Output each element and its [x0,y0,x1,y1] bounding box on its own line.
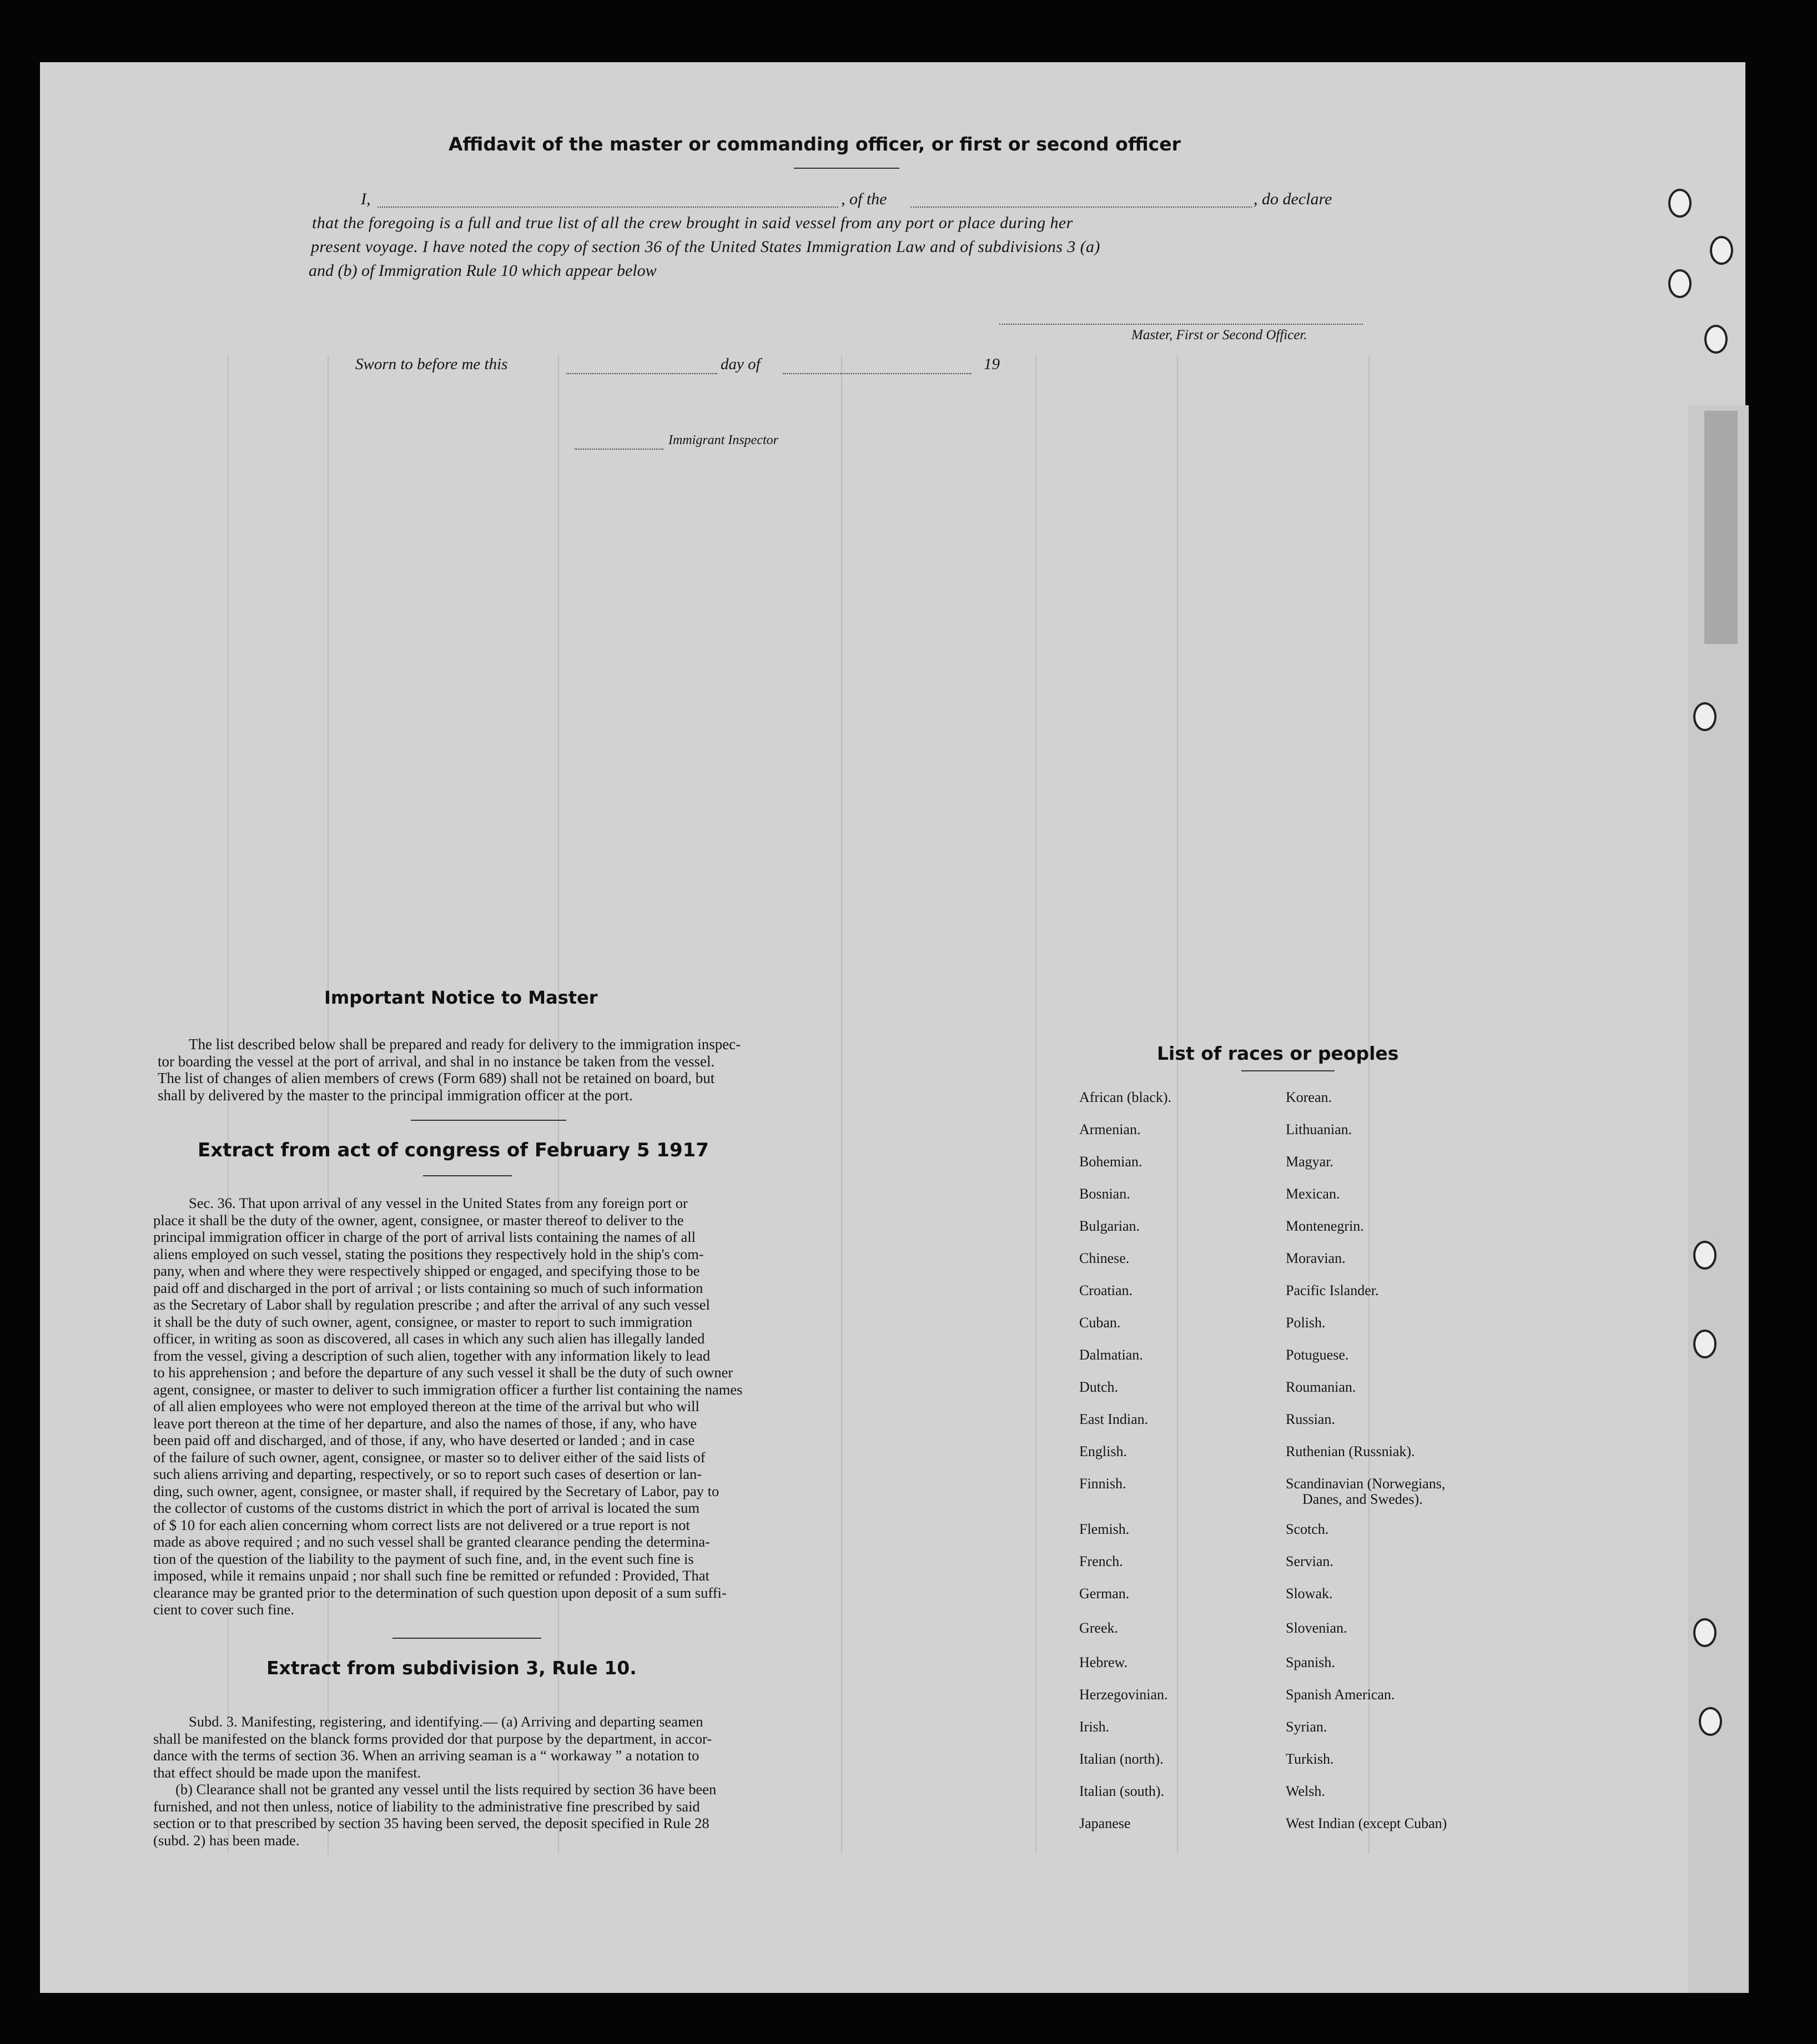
binding-tab [1704,411,1738,644]
act-body [153,1195,782,1618]
act-line: paid off and discharged in the port of arrival ; or lists containing so much of such information [153,1279,703,1296]
race-left: German. [1079,1585,1130,1602]
column-rule [1368,355,1370,1854]
notice-line: The list described below shall be prepared and ready for delivery to the immigration inspec- [189,1036,741,1053]
act-line: principal immigration officer in charge of the port of arrival lists containing the names of all [153,1229,696,1245]
binding-hole [1704,325,1728,354]
divider [1241,1070,1335,1071]
month-blank[interactable] [783,373,972,374]
day-of: day of [721,355,761,373]
affidavit-line: that the foregoing is a full and true list of all the crew brought in said vessel from any port or place during her [312,214,1073,232]
races-title: List of races or peoples [1157,1043,1399,1064]
act-line: officer, in writing as soon as discovered, all cases in which any such alien has illegally landed [153,1330,705,1347]
race-left: Finnish. [1079,1476,1126,1492]
rule-line: that effect should be made upon the manifest. [153,1764,421,1781]
affidavit-of-the: , of the [841,190,887,208]
name-blank[interactable] [378,207,838,208]
act-line: aliens employed on such vessel, stating the positions they respectively hold in the ship's com- [153,1245,704,1262]
race-right: Potuguese. [1286,1347,1349,1363]
affidavit-line: present voyage. I have noted the copy of section 36 of the United States Immigration Law and of subdivisions 3 (a) [311,238,1100,256]
race-left: Hebrew. [1079,1654,1128,1670]
document-page [40,62,1745,1993]
column-rule [1177,355,1178,1854]
race-right: Servian. [1286,1553,1333,1569]
race-right: Lithuanian. [1286,1121,1352,1137]
race-right: West Indian (except Cuban) [1286,1815,1447,1831]
divider [392,1638,541,1639]
rule-line: furnished, and not then unless, notice of liability to the administrative fine prescribed by said [153,1798,700,1815]
rule-title: Extract from subdivision 3, Rule 10. [266,1657,637,1679]
race-left: Cuban. [1079,1315,1121,1331]
race-right: Ruthenian (Russniak). [1286,1443,1415,1459]
race-left: East Indian. [1079,1411,1149,1427]
binding-hole [1710,236,1733,265]
binding-hole [1668,189,1692,218]
act-line: Sec. 36. That upon arrival of any vessel in the United States from any foreign port or [189,1195,688,1211]
race-right: Mexican. [1286,1186,1340,1202]
act-line: pany, when and where they were respectively shipped or engaged, and specifying those to be [153,1262,700,1279]
race-left: Bulgarian. [1079,1218,1140,1234]
race-right: Montenegrin. [1286,1218,1364,1234]
affidavit-declare: , do declare [1254,190,1332,208]
act-line: tion of the question of the liability to the payment of such fine, and, in the event such fine is [153,1550,694,1567]
notice-title: Important Notice to Master [324,987,598,1008]
act-line: imposed, while it remains unpaid ; nor shall such fine be remitted or refunded : Provided, That [153,1567,709,1584]
act-line: from the vessel, giving a description of such alien, together with any information likely to lead [153,1347,711,1364]
race-right: Spanish. [1286,1654,1335,1670]
act-line: clearance may be granted prior to the determination of such question upon deposit of a sum suffi- [153,1584,727,1601]
notice-line: shall by delivered by the master to the principal immigration officer at the port. [158,1086,633,1104]
affidavit-i: I, [361,190,371,208]
race-left: Chinese. [1079,1250,1130,1266]
race-right: Moravian. [1286,1250,1346,1266]
race-left: Armenian. [1079,1121,1141,1137]
notice-line: tor boarding the vessel at the port of arrival, and shal in no instance be taken from the vessel. [158,1053,715,1070]
column-rule [228,355,229,1854]
race-left: Irish. [1079,1719,1110,1735]
race-right: Slowak. [1286,1585,1333,1602]
race-left: French. [1079,1553,1123,1569]
race-left: Italian (south). [1079,1783,1165,1799]
column-rule [1035,355,1036,1854]
affidavit-title: Affidavit of the master or commanding officer, or first or second officer [449,133,1181,155]
sworn-before: Sworn to before me this [355,355,508,373]
rule-line: section or to that prescribed by section 35 having been served, the deposit specified in Rule 28 [153,1815,709,1831]
act-line: as the Secretary of Labor shall by regulation prescribe ; and after the arrival of any such vessel [153,1296,710,1313]
act-line: made as above required ; and no such vessel shall be granted clearance pending the determina- [153,1533,710,1550]
divider [411,1120,566,1121]
race-left: Herzegovinian. [1079,1686,1168,1703]
race-left: Dalmatian. [1079,1347,1143,1363]
race-left: Japanese [1079,1815,1131,1831]
rule-line: (subd. 2) has been made. [153,1831,300,1849]
race-left: English. [1079,1443,1127,1459]
act-line: it shall be the duty of such owner, agent, consignee, or master to report to such immigration [153,1313,693,1330]
race-left: Italian (north). [1079,1751,1164,1767]
act-line: to his apprehension ; and before the departure of any such vessel it shall be the duty of such owner [153,1364,733,1381]
race-left: Croatian. [1079,1282,1133,1298]
race-right: Polish. [1286,1315,1326,1331]
act-line: such aliens arriving and departing, respectively, or so to report such cases of desertion or lan- [153,1466,702,1482]
race-right: Magyar. [1286,1154,1333,1170]
race-left: African (black). [1079,1089,1172,1105]
act-line: of all alien employees who were not employed thereon at the time of the arrival but who will [153,1398,699,1414]
vessel-blank[interactable] [910,207,1252,208]
race-left: Bosnian. [1079,1186,1130,1202]
act-line: the collector of customs of the customs district in which the port of arrival is located the sum [153,1499,699,1516]
binding-hole [1693,1241,1717,1270]
act-line: agent, consignee, or master to deliver to such immigration officer a further list containing the names [153,1381,743,1398]
binding-hole [1693,1618,1717,1647]
race-right-continuation: Danes, and Swedes). [1302,1491,1423,1507]
signature-caption: Master, First or Second Officer. [1131,328,1307,343]
column-rule [558,355,559,1854]
race-right: Slovenian. [1286,1620,1347,1636]
act-line: leave port thereon at the time of her departure, and also the names of those, if any, who have [153,1414,697,1432]
race-right: Turkish. [1286,1751,1334,1767]
divider [423,1175,512,1176]
notice-body [158,1036,782,1104]
signature-blank[interactable] [999,324,1363,325]
binding-hole [1693,702,1717,731]
rule-line: shall be manifested on the blanck forms provided dor that purpose by the department, in accor- [153,1730,712,1747]
act-line: cient to cover such fine. [153,1601,294,1618]
race-right: Syrian. [1286,1719,1327,1735]
binding-hole [1693,1330,1717,1358]
binding-hole [1668,269,1692,298]
rule-line: Subd. 3. Manifesting, registering, and identifying.— (a) Arriving and departing seamen [189,1713,703,1730]
act-line: been paid off and discharged, and of those, if any, who have deserted or landed ; and in case [153,1432,695,1448]
race-left: Bohemian. [1079,1154,1142,1170]
binding-hole [1699,1707,1722,1736]
race-right: Scotch. [1286,1521,1329,1537]
inspector-caption: Immigrant Inspector [668,433,778,447]
race-right: Pacific Islander. [1286,1282,1379,1298]
act-line: place it shall be the duty of the owner, agent, consignee, or master thereof to deliver to the [153,1211,684,1229]
race-left: Greek. [1079,1620,1119,1636]
day-blank[interactable] [566,373,717,374]
column-rule [841,355,842,1854]
race-right: Spanish American. [1286,1686,1395,1703]
race-right: Roumanian. [1286,1379,1356,1395]
act-line: ding, such owner, agent, consignee, or master shall, if required by the Secretary of Labor, pay to [153,1482,719,1499]
divider [794,168,899,169]
race-left: Flemish. [1079,1521,1130,1537]
race-left: Dutch. [1079,1379,1119,1395]
column-rule [328,355,329,1854]
act-line: of $ 10 for each alien concerning whom correct lists are not delivered or a true report is not [153,1516,690,1533]
inspector-blank[interactable] [575,449,663,450]
year: 19 [984,355,1000,373]
rule-body [153,1713,782,1849]
race-right: Welsh. [1286,1783,1325,1799]
race-right: Korean. [1286,1089,1332,1105]
rule-line: (b) Clearance shall not be granted any vessel until the lists required by section 36 have been [175,1781,717,1798]
affidavit-line: and (b) of Immigration Rule 10 which appear below [309,261,657,280]
rule-line: dance with the terms of section 36. When an arriving seaman is a “ workaway ” a notation to [153,1747,699,1764]
race-right: Russian. [1286,1411,1335,1427]
notice-line: The list of changes of alien members of crews (Form 689) shall not be retained on board, but [158,1070,715,1086]
act-title: Extract from act of congress of February 5 1917 [198,1139,709,1161]
race-right: Scandinavian (Norwegians, [1286,1476,1446,1492]
act-line: of the failure of such owner, agent, consignee, or master so to deliver either of the said lists of [153,1448,706,1466]
